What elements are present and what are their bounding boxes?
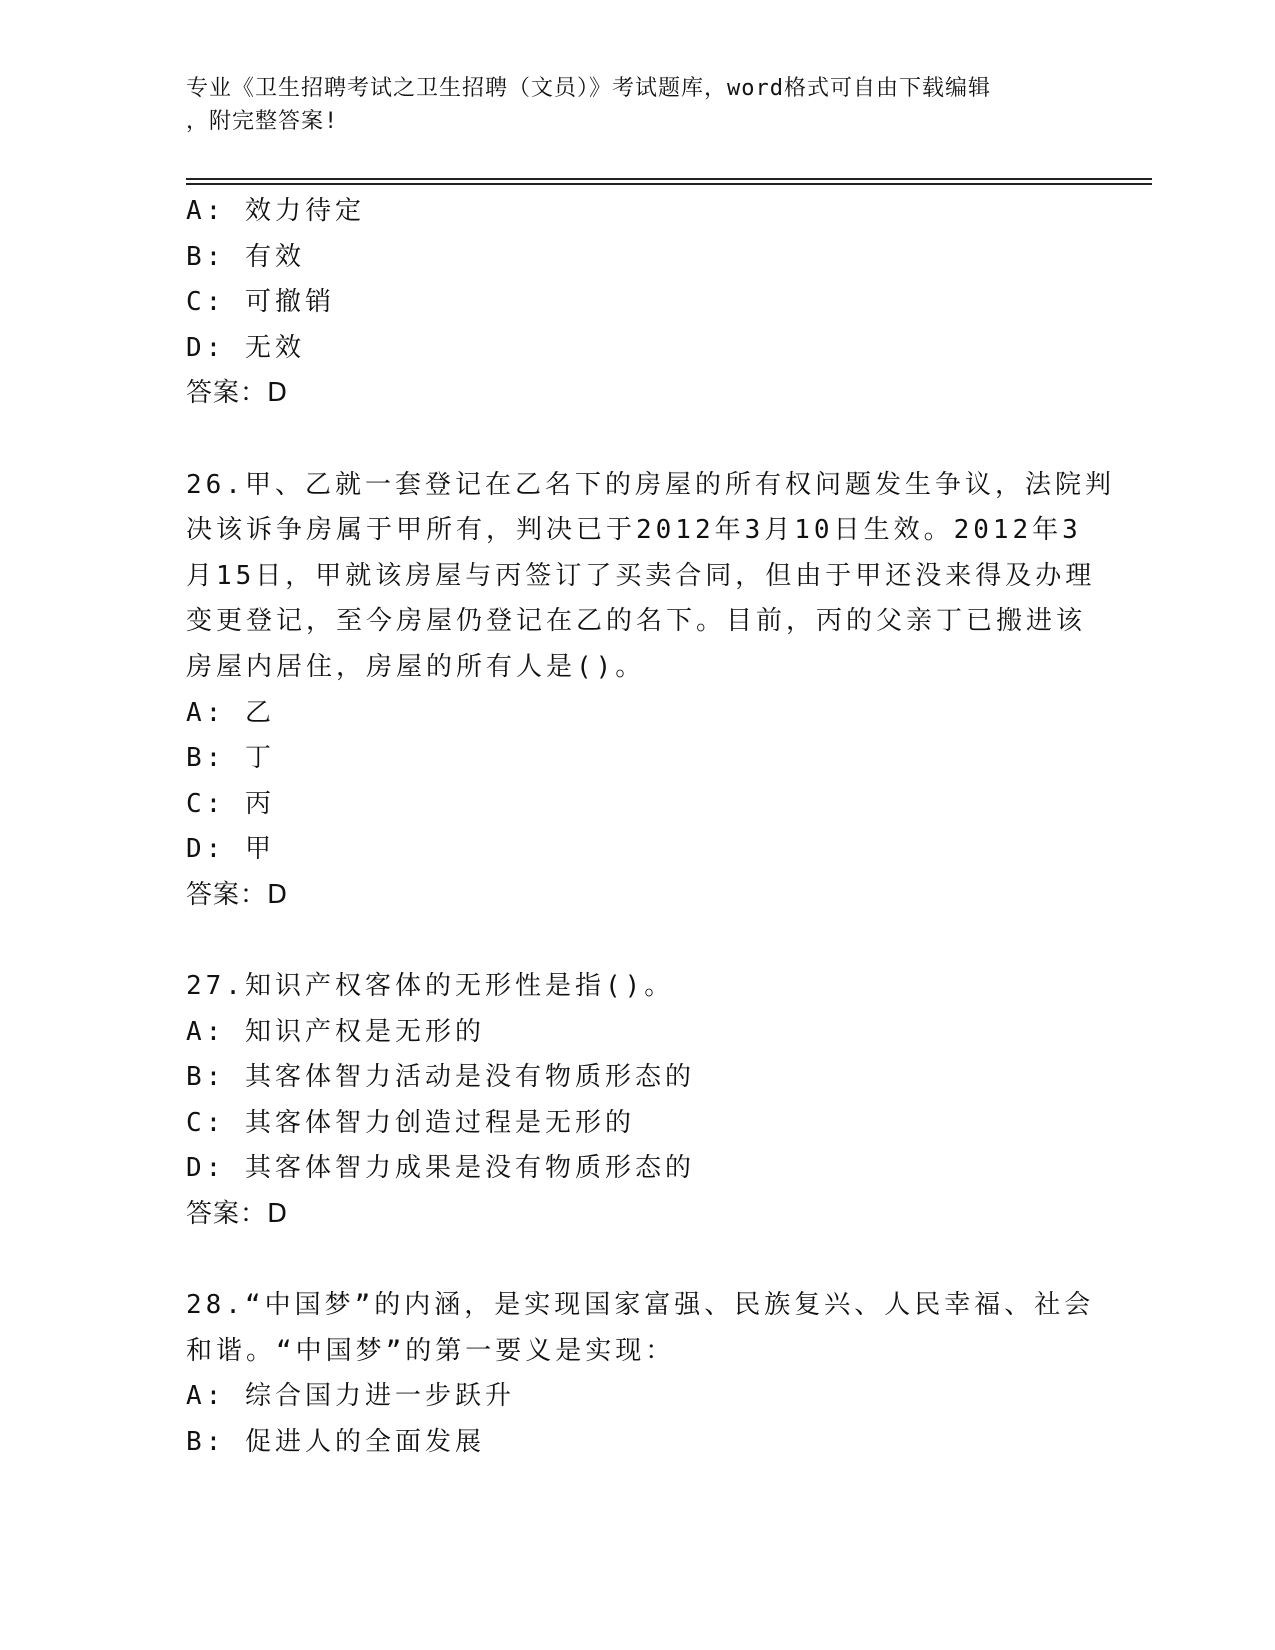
option-d: D: 无效 (186, 332, 305, 363)
question-stem-line: 和谐。“中国梦”的第一要义是实现： (186, 1335, 676, 1366)
option-c: C: 可撤销 (186, 287, 335, 318)
spacer (186, 919, 1076, 965)
question-block-prev (186, 189, 1076, 417)
question-content (186, 189, 1115, 1466)
option-a: A: 知识产权是无形的 (186, 1016, 485, 1047)
question-stem-line: 27.知识产权客体的无形性是指()。 (186, 971, 675, 1002)
option-b: B: 其客体智力活动是没有物质形态的 (186, 1062, 695, 1093)
answer-line: 答案：D (186, 1199, 289, 1230)
document-header (186, 72, 1066, 138)
header-line-1: 专业《卫生招聘考试之卫生招聘（文员）》考试题库，word格式可自由下载编辑 (186, 76, 991, 101)
option-b: B: 促进人的全面发展 (186, 1427, 485, 1458)
answer-line: 答案：D (186, 879, 289, 910)
option-a: A: 综合国力进一步跃升 (186, 1381, 515, 1412)
option-d: D: 甲 (186, 834, 275, 865)
spacer (186, 1238, 1076, 1284)
option-a: A: 效力待定 (186, 196, 365, 226)
question-stem-line: 月15日，甲就该房屋与丙签订了买卖合同，但由于甲还没来得及办理 (186, 560, 1096, 591)
header-divider-bottom (186, 183, 1152, 185)
option-b: B: 丁 (186, 743, 275, 774)
question-stem-line: 26.甲、乙就一套登记在乙名下的房屋的所有权问题发生争议，法院判 (186, 469, 1115, 500)
option-a: A: 乙 (186, 697, 275, 728)
question-stem-line: 房屋内居住，房屋的所有人是()。 (186, 651, 646, 682)
header-divider-top (186, 178, 1152, 180)
question-stem-line: 决该诉争房属于甲所有，判决已于2012年3月10日生效。2012年3 (186, 515, 1082, 546)
question-block-26 (186, 463, 1115, 919)
option-b: B: 有效 (186, 241, 305, 272)
spacer (186, 417, 1076, 463)
option-d: D: 其客体智力成果是没有物质形态的 (186, 1153, 695, 1184)
question-block-27 (186, 964, 1076, 1238)
question-stem-line: 28.“中国梦”的内涵，是实现国家富强、民族复兴、人民幸福、社会 (186, 1290, 1095, 1321)
header-line-2: ，附完整答案! (186, 109, 339, 134)
option-c: C: 其客体智力创造过程是无形的 (186, 1107, 635, 1138)
answer-line: 答案：D (186, 378, 289, 409)
question-block-28 (186, 1283, 1095, 1465)
question-stem-line: 变更登记，至今房屋仍登记在乙的名下。目前，丙的父亲丁已搬进该 (186, 606, 1087, 637)
option-c: C: 丙 (186, 788, 275, 819)
